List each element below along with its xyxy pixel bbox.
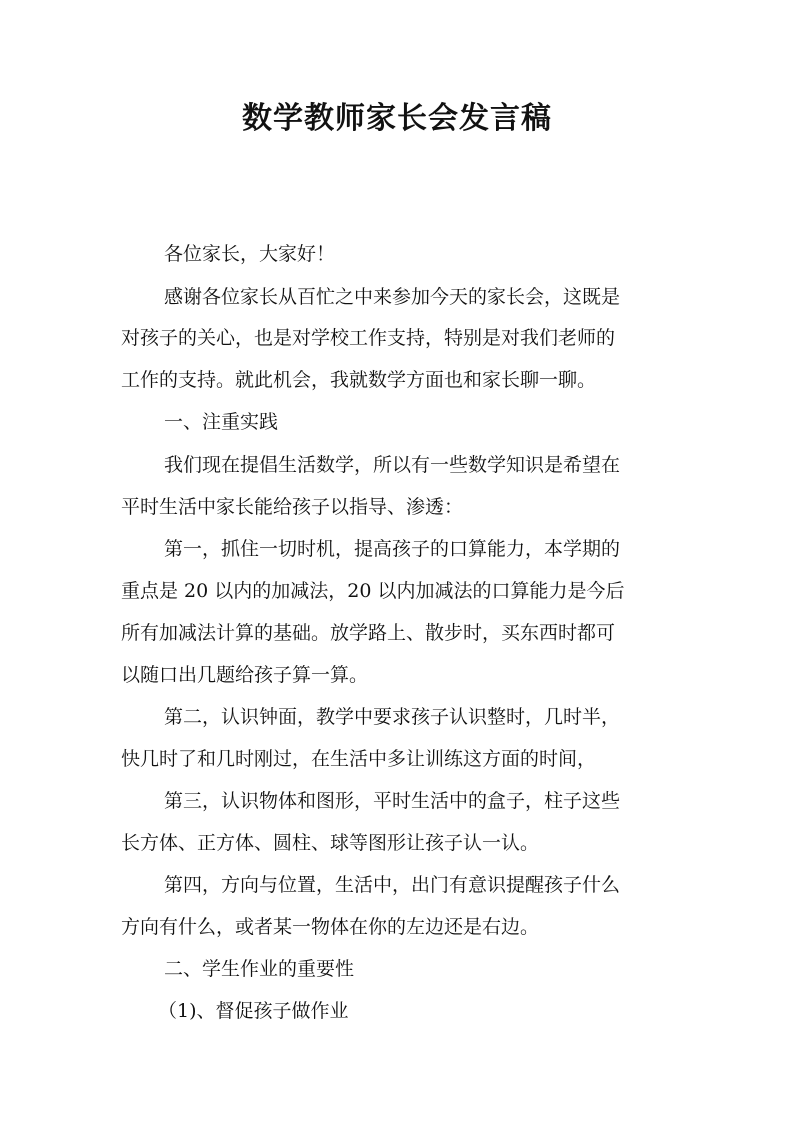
paragraph-line: 以随口出几题给孩子算一算。 [121, 664, 369, 686]
document-title: 数学教师家长会发言稿 [242, 101, 552, 136]
paragraph-line: 平时生活中家长能给孩子以指导、渗透： [121, 496, 464, 518]
paragraph-line: 对孩子的关心，也是对学校工作支持，特别是对我们老师的 [121, 327, 616, 349]
paragraph-line: 第四，方向与位置，生活中，出门有意识提醒孩子什么 [164, 874, 621, 896]
subsection-heading: （1)、督促孩子做作业 [158, 1000, 349, 1022]
paragraph-line: 第一，抓住一切时机，提高孩子的口算能力，本学期的 [164, 538, 621, 560]
paragraph-line: 重点是 20 以内的加减法，20 以内加减法的口算能力是今后 [121, 580, 625, 602]
paragraph-line: 快几时了和几时刚过，在生活中多让训练这方面的时间， [121, 748, 597, 770]
section-heading: 二、学生作业的重要性 [164, 958, 355, 980]
section-heading: 一、注重实践 [164, 411, 279, 433]
paragraph-line: 第二，认识钟面，教学中要求孩子认识整时，几时半， [164, 706, 621, 728]
paragraph-line: 第三，认识物体和图形，平时生活中的盒子，柱子这些 [164, 790, 621, 812]
paragraph-line: 所有加减法计算的基础。放学路上、散步时，买东西时都可 [121, 622, 616, 644]
paragraph-line: 工作的支持。就此机会，我就数学方面也和家长聊一聊。 [121, 369, 597, 391]
paragraph-line: 长方体、正方体、圆柱、球等图形让孩子认一认。 [121, 832, 540, 854]
paragraph-line: 方向有什么，或者某一物体在你的左边还是右边。 [121, 916, 540, 938]
paragraph-line: 我们现在提倡生活数学，所以有一些数学知识是希望在 [164, 454, 621, 476]
paragraph-line: 感谢各位家长从百忙之中来参加今天的家长会，这既是 [164, 286, 621, 308]
greeting-line: 各位家长，大家好！ [164, 243, 336, 265]
